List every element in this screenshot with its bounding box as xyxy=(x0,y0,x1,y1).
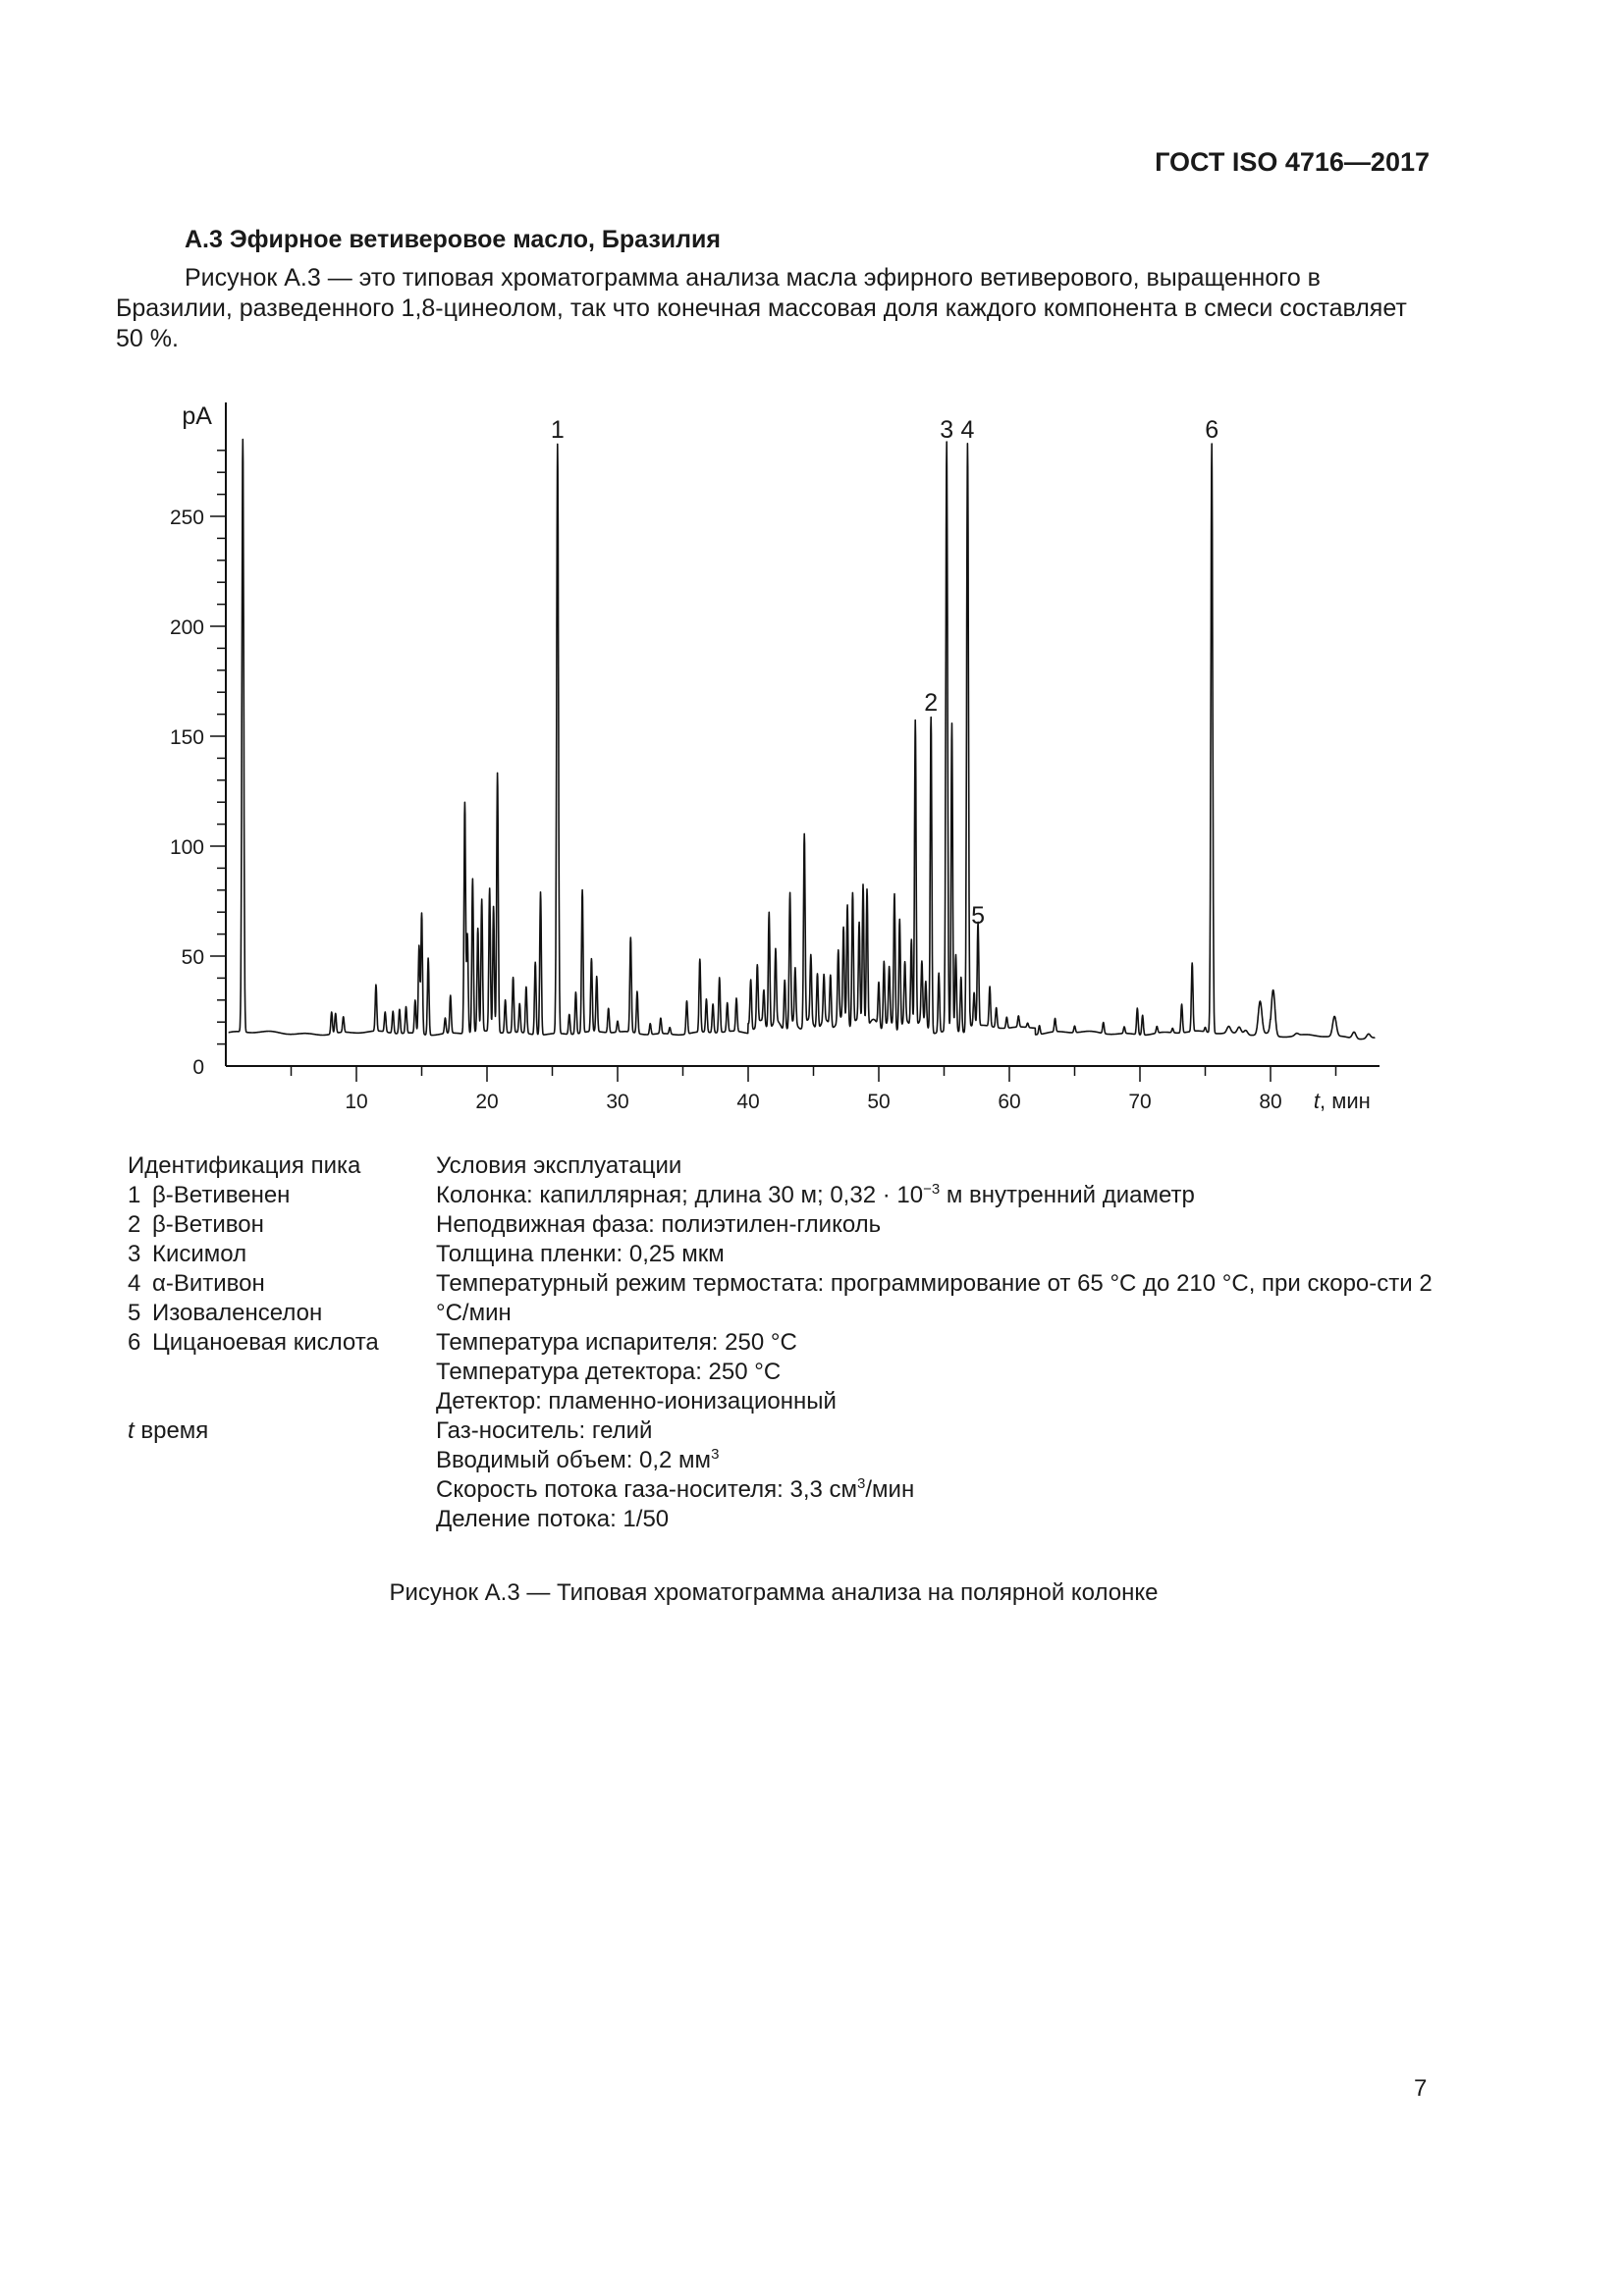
chromatogram-trace xyxy=(229,440,1376,1040)
peak-label: 4 xyxy=(960,416,975,445)
x-tick-label: 50 xyxy=(867,1091,891,1113)
condition-film-thickness: Толщина пленки: 0,25 мкм xyxy=(436,1241,725,1267)
x-tick-label: 70 xyxy=(1128,1091,1152,1113)
y-tick-label: 200 xyxy=(169,616,204,639)
peak-item: 6 Цицаноевая кислота xyxy=(128,1329,379,1356)
chart-ticks xyxy=(170,451,1336,1113)
x-label-unit: , мин xyxy=(1320,1089,1371,1113)
condition-flow-rate: Скорость потока газа-носителя: 3,3 $см^3$/мин xyxy=(436,1475,915,1503)
x-axis-label xyxy=(1314,1089,1371,1113)
condition-detector: Детектор: пламенно-ионизационный xyxy=(436,1388,837,1415)
conditions-title: Условия эксплуатации xyxy=(436,1152,682,1179)
condition-column: Колонка: капиллярная; длина 30 м; $0,32 \cdot 10^{-3}$ м внутренний диаметр xyxy=(436,1181,1195,1208)
condition-injector-temp: Температура испарителя: 250 °С xyxy=(436,1329,797,1356)
operating-conditions xyxy=(436,1151,1437,1534)
peak-label: 1 xyxy=(550,416,565,445)
peak-item: 5 Изоваленселон xyxy=(128,1300,323,1326)
x-tick-label: 30 xyxy=(606,1091,629,1113)
intro-paragraph: Рисунок А.3 — это типовая хроматограмма анализа масла эфирного ветиверового, выращенного в Бразилии, разведенного 1,8-цинеолом, так что конечная массовая доля каждого компонента в смеси составляет 50 %. xyxy=(116,264,1407,352)
peak-item: 2 β-Ветивон xyxy=(128,1211,264,1238)
condition-stationary-phase: Неподвижная фаза: полиэтилен-гликоль xyxy=(436,1211,882,1238)
condition-carrier-gas: Газ-носитель: гелий xyxy=(436,1417,653,1444)
figure-caption: Рисунок А.3 — Типовая хроматограмма анализа на полярной колонке xyxy=(389,1579,1159,1606)
x-tick-label: 40 xyxy=(736,1091,760,1113)
peak-label: 6 xyxy=(1205,416,1219,445)
x-label-symbol: t xyxy=(1313,1089,1321,1113)
y-tick-label: 50 xyxy=(181,946,204,969)
page-number: 7 xyxy=(1414,2075,1428,2102)
y-tick-label: 100 xyxy=(169,836,204,859)
condition-injection-volume: Вводимый объем: 0,2 $мм^3$ xyxy=(436,1446,720,1473)
x-tick-label: 20 xyxy=(475,1091,499,1113)
peak-item: 1 β-Ветивенен xyxy=(128,1182,291,1208)
peak-identification xyxy=(128,1151,442,1446)
condition-detector-temp: Температура детектора: 250 °С xyxy=(436,1359,782,1385)
peak-label: 5 xyxy=(971,902,986,931)
y-tick-label: 0 xyxy=(192,1056,204,1079)
y-tick-label: 150 xyxy=(169,726,204,749)
peak-item: 4 α-Витивон xyxy=(128,1270,265,1297)
peak-label: 2 xyxy=(924,688,939,717)
y-tick-label: 250 xyxy=(169,507,204,529)
chromatogram-chart xyxy=(0,373,1434,1119)
condition-split: Деление потока: 1/50 xyxy=(436,1506,670,1532)
section-heading: А.3 Эфирное ветиверовое масло, Бразилия xyxy=(185,226,722,253)
peak-label: 3 xyxy=(940,416,954,445)
time-legend: t время xyxy=(128,1417,209,1444)
peak-labels xyxy=(551,416,1218,930)
standard-header: ГОСТ ISO 4716—2017 xyxy=(1155,147,1430,177)
x-tick-label: 60 xyxy=(998,1091,1021,1113)
y-axis-label: pA xyxy=(182,402,212,430)
peak-item: 3 Кисимол xyxy=(128,1241,247,1267)
condition-temperature-program: Температурный режим термостата: программирование от 65 °С до 210 °С, при скоро-сти 2 °С/мин xyxy=(436,1270,1433,1326)
x-tick-label: 80 xyxy=(1259,1091,1282,1113)
x-tick-label: 10 xyxy=(345,1091,368,1113)
identification-title: Идентификация пика xyxy=(128,1152,361,1179)
